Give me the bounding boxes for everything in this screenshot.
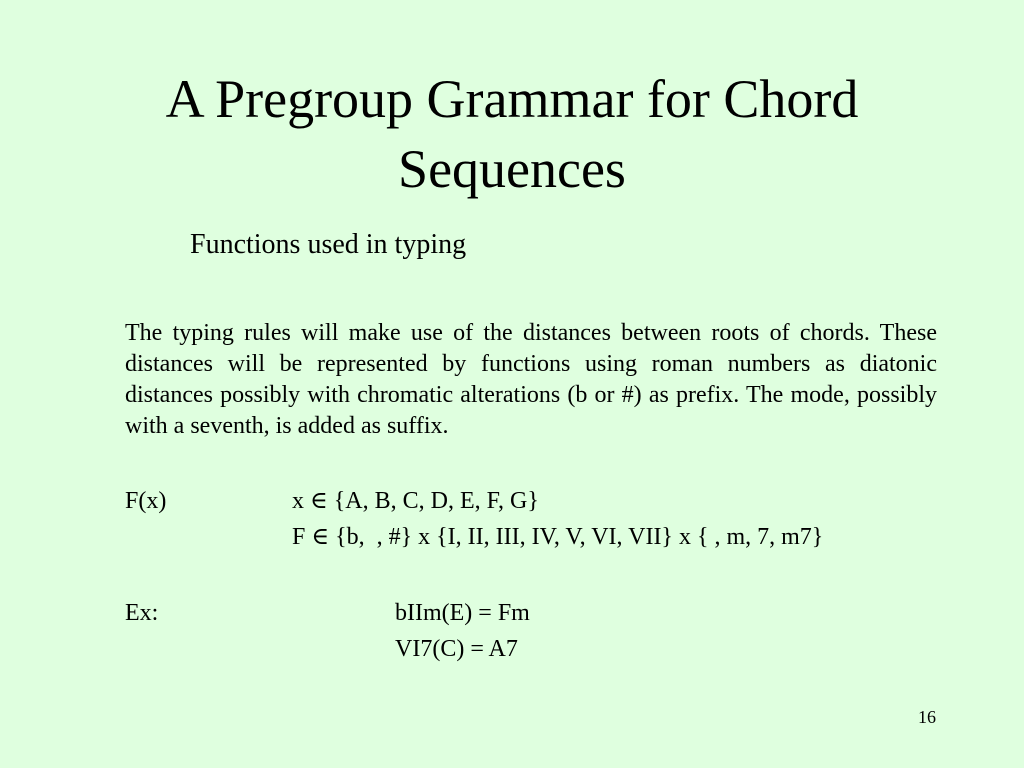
title-line-1: A Pregroup Grammar for Chord <box>165 69 859 129</box>
definition-line-1: x ∈ {A, B, C, D, E, F, G} <box>292 488 539 514</box>
page-number: 16 <box>918 707 936 727</box>
title-line-2: Sequences <box>398 139 626 199</box>
body-paragraph: The typing rules will make use of the distances between roots of chords. These distances will be represented by functions using roman numbers as diatonic distances possibly with chromatic alterations (b or #) as prefix. The mode, possibly with a seventh, is added as suffix. <box>125 320 937 439</box>
slide-title <box>0 64 1024 204</box>
slide-subtitle: Functions used in typing <box>190 229 467 260</box>
example-label: Ex: <box>125 600 159 626</box>
example-line-1: bIIm(E) = Fm <box>395 600 530 626</box>
example-line-2: VI7(C) = A7 <box>395 636 518 662</box>
definition-line-2: F ∈ {b, , #} x {I, II, III, IV, V, VI, VII} x { , m, 7, m7} <box>292 524 824 550</box>
definition-label: F(x) <box>125 488 167 514</box>
